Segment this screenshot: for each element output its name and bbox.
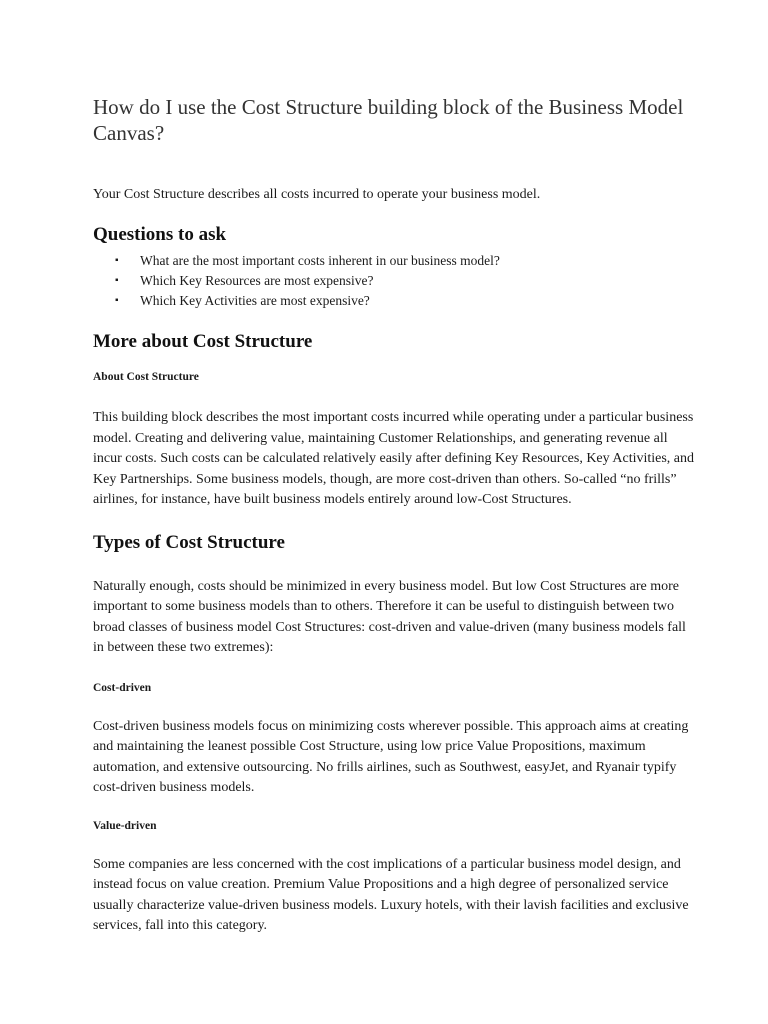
more-heading: More about Cost Structure [93,331,313,352]
value-driven-subheading: Value-driven [93,819,157,832]
bullet-icon: ▪ [115,255,119,266]
list-item-text: Which Key Activities are most expensive? [140,293,370,308]
questions-heading: Questions to ask [93,224,227,245]
types-paragraph: Naturally enough, costs should be minimized in every business model. But low Cost Structures are more important to some business models than to others. Therefore it can be useful to distinguish between two broad classes of business model Cost Structures: cost-driven and value-driven (many business models fall in between these two extremes): [93,578,686,655]
list-item-text: What are the most important costs inherent in our business model? [140,253,500,268]
intro-text: Your Cost Structure describes all costs incurred to operate your business model. [93,187,541,202]
cost-driven-subheading: Cost-driven [93,681,152,694]
list-item [93,251,698,271]
value-driven-paragraph: Some companies are less concerned with the cost implications of a particular business model design, and instead focus on value creation. Premium Value Propositions and a high degree of personalized service usually characterize value-driven business models. Luxury hotels, with their lavish facilities and exclusive services, fall into this category. [93,856,689,933]
bullet-icon: ▪ [115,275,119,286]
list-item [93,291,698,311]
cost-driven-paragraph: Cost-driven business models focus on minimizing costs wherever possible. This approach aims at creating and maintaining the leanest possible Cost Structure, using low price Value Propositions, maximum automation, and extensive outsourcing. No frills airlines, such as Southwest, easyJet, and Ryanair typify cost-driven business models. [93,718,689,795]
questions-list [93,251,698,311]
bullet-icon: ▪ [115,295,119,306]
about-paragraph: This building block describes the most important costs incurred while operating under a particular business model. Creating and delivering value, maintaining Customer Relationships, and generating revenue all incur costs. Such costs can be calculated relatively easily after defining Key Resources, Key Activities, and Key Partnerships. Some business models, though, are more cost-driven than others. So-called “no frills” airlines, for instance, have built business models entirely around low-Cost Structures. [93,410,695,507]
page-title: How do I use the Cost Structure building block of the Business Model Canvas? [93,95,684,145]
types-heading: Types of Cost Structure [93,531,285,553]
list-item-text: Which Key Resources are most expensive? [140,273,374,288]
about-subheading: About Cost Structure [93,371,199,383]
list-item [93,271,698,291]
